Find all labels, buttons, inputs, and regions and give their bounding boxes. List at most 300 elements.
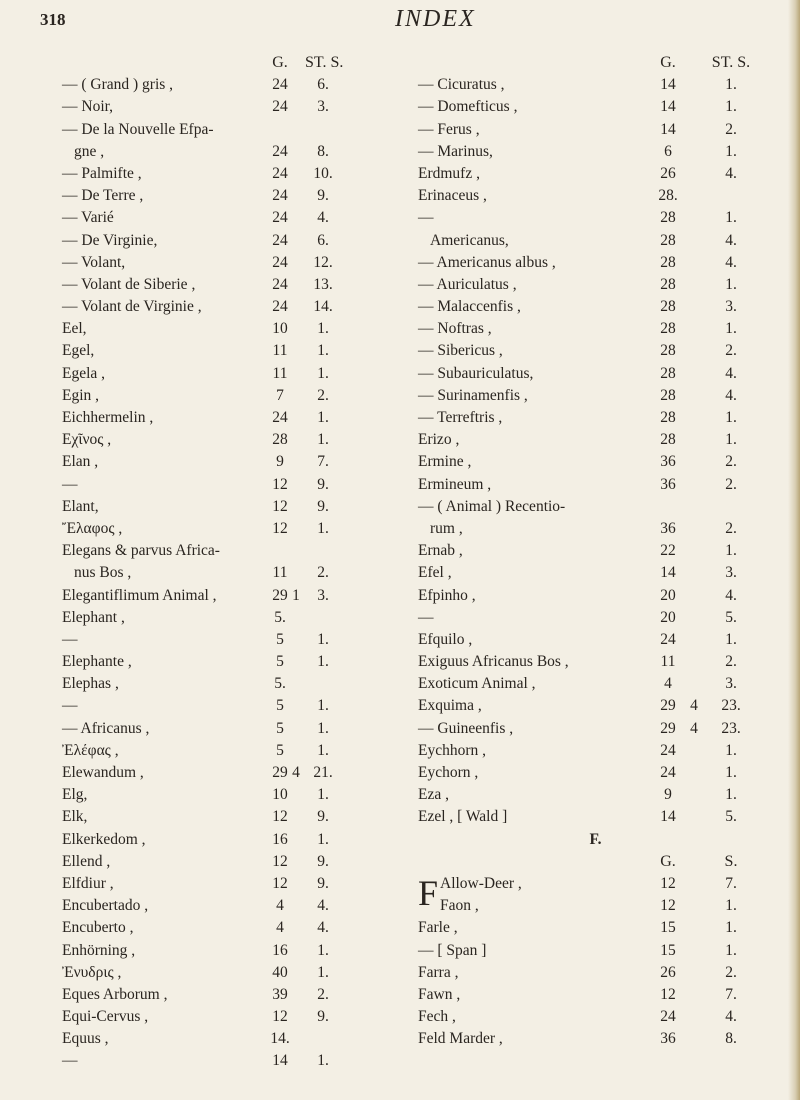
genus-number: 14 xyxy=(660,120,676,138)
index-entry xyxy=(62,474,432,496)
index-entry xyxy=(418,895,773,917)
entry-term: F. xyxy=(589,830,602,848)
index-entry xyxy=(62,318,432,340)
entry-term: Εχῖνος , xyxy=(62,431,112,449)
species-number: 9. xyxy=(317,1008,329,1026)
entry-term: — De Terre , xyxy=(62,187,144,205)
genus-number: 4 xyxy=(664,675,672,693)
entry-term: Erdmufz , xyxy=(418,164,480,182)
genus-number: 24 xyxy=(660,1008,676,1026)
genus-number: 24 xyxy=(660,764,676,781)
species-number: 2. xyxy=(317,386,329,404)
entry-term: — Terreftris , xyxy=(418,409,503,426)
index-entry xyxy=(418,806,773,828)
entry-term: Eychorn , xyxy=(418,764,479,781)
genus-number: 24 xyxy=(272,164,288,182)
entry-term: — Noftras , xyxy=(418,320,492,338)
entry-term: Egin , xyxy=(62,386,100,404)
entry-term: Americanus, xyxy=(430,231,509,249)
genus-number: 24 xyxy=(272,187,288,205)
genus-number: 11 xyxy=(272,364,288,382)
entry-term: — Subauriculatus, xyxy=(418,364,534,382)
genus-number: 24 xyxy=(272,209,288,227)
species-number: 1. xyxy=(317,630,329,648)
index-entry xyxy=(62,141,432,163)
entry-term: Encuberto , xyxy=(62,919,134,937)
species-number: 1. xyxy=(317,364,329,382)
index-entry xyxy=(418,340,773,362)
index-entry xyxy=(418,1006,773,1028)
genus-number: 9 xyxy=(664,786,672,804)
species-number: 4. xyxy=(725,253,737,271)
entry-term: rum , xyxy=(430,519,463,537)
entry-term: — De la Nouvelle Efpa- xyxy=(62,120,214,138)
species-number: 21. xyxy=(313,764,333,781)
entry-term: — Volant, xyxy=(62,253,126,271)
index-entry xyxy=(62,917,432,939)
species-number: 1. xyxy=(317,431,329,449)
species-number: 1. xyxy=(317,342,329,360)
entry-term: Exiguus Africanus Bos , xyxy=(418,653,569,671)
genus-number: 5. xyxy=(274,675,286,693)
index-entry xyxy=(418,651,773,673)
species-number: 5. xyxy=(725,608,737,626)
species-number: 23. xyxy=(721,697,741,715)
index-entry xyxy=(418,562,773,584)
species-number: 2. xyxy=(725,120,737,138)
genus-number: 24 xyxy=(272,253,288,271)
species-number: 9. xyxy=(317,187,329,205)
index-entry xyxy=(62,451,432,473)
entry-term: Equi-Cervus , xyxy=(62,1008,149,1026)
genus-number: 7 xyxy=(276,386,284,404)
entry-term: — [ Span ] xyxy=(418,941,487,959)
index-entry xyxy=(62,252,432,274)
species-number: 1. xyxy=(725,741,737,759)
species-number: 1. xyxy=(317,830,329,848)
entry-term: Eques Arborum , xyxy=(62,985,168,1003)
index-entry xyxy=(418,163,773,185)
index-entry xyxy=(62,96,432,118)
species-number: 10. xyxy=(313,164,333,182)
genus-number: 22 xyxy=(660,542,676,560)
genus-number: 28. xyxy=(658,187,678,205)
genus-number: 4 xyxy=(276,897,284,915)
entry-term: — Volant de Siberie , xyxy=(62,275,196,293)
genus-number: 14 xyxy=(660,76,676,94)
entry-term: Equus , xyxy=(62,1030,109,1048)
index-entry xyxy=(62,851,432,873)
index-entry xyxy=(418,119,773,141)
species-number: 4. xyxy=(725,164,737,182)
genus-number: 24 xyxy=(272,298,288,316)
entry-term: Feld Marder , xyxy=(418,1030,503,1048)
index-entry xyxy=(418,984,773,1006)
genus-number: 5 xyxy=(276,630,284,648)
species-number: 1. xyxy=(317,653,329,671)
genus-number: 14 xyxy=(272,1052,288,1070)
entry-term: — xyxy=(62,475,78,493)
genus-number: 36 xyxy=(660,453,676,471)
index-entry xyxy=(418,695,773,717)
entry-term: Elfdiur , xyxy=(62,874,114,892)
genus-number: 20 xyxy=(660,586,676,604)
index-entry xyxy=(62,784,432,806)
entry-term: Farra , xyxy=(418,963,459,981)
species-number: 4. xyxy=(317,209,329,227)
genus-number: 28 xyxy=(660,253,676,271)
entry-term: Encubertado , xyxy=(62,897,149,915)
index-entry xyxy=(62,762,432,784)
section-letter xyxy=(418,829,773,851)
entry-term: — Volant de Virginie , xyxy=(62,298,202,316)
species-number: 1. xyxy=(317,941,329,959)
genus-number: G. xyxy=(272,54,288,71)
species-number: 1. xyxy=(317,786,329,804)
species-number: 7. xyxy=(317,453,329,471)
species-number: ST. S. xyxy=(711,54,751,71)
page-edge xyxy=(788,0,800,1100)
index-entry xyxy=(418,96,773,118)
entry-term: Ezel , [ Wald ] xyxy=(418,808,508,826)
species-number: 4. xyxy=(317,897,329,915)
index-entry xyxy=(62,895,432,917)
index-entry xyxy=(62,385,432,407)
species-number: 3. xyxy=(725,675,737,693)
entry-term: Eel, xyxy=(62,320,87,338)
entry-term: Exquima , xyxy=(418,697,482,715)
species-number: 1. xyxy=(317,697,329,715)
entry-term: Faon , xyxy=(440,897,479,915)
species-number: 1. xyxy=(725,142,737,160)
entry-term: — Sibericus , xyxy=(418,342,503,360)
column-header xyxy=(418,851,773,873)
index-entry xyxy=(62,274,432,296)
entry-term: — xyxy=(418,608,434,626)
genus-number: 12 xyxy=(272,519,288,537)
species-number: 14. xyxy=(313,298,333,316)
entry-term: Erinaceus , xyxy=(418,187,487,205)
genus-number: 11 xyxy=(272,564,288,582)
index-entry xyxy=(62,407,432,429)
species-number: 6. xyxy=(317,231,329,249)
index-entry xyxy=(418,540,773,562)
genus-number: 12 xyxy=(272,497,288,515)
species-number: 9. xyxy=(317,475,329,493)
species-number: 4. xyxy=(725,386,737,404)
entry-term: Ermineum , xyxy=(418,475,492,493)
entry-term: Efquilo , xyxy=(418,630,473,648)
entry-term: Fech , xyxy=(418,1008,456,1026)
entry-term: Ernab , xyxy=(418,542,463,560)
species-number: 4. xyxy=(725,586,737,604)
entry-term: — Guineenfis , xyxy=(418,719,514,737)
species-number: 3. xyxy=(317,98,329,116)
index-entry xyxy=(418,474,773,496)
entry-term: Ellend , xyxy=(62,852,111,870)
entry-term: — Ferus , xyxy=(418,120,480,138)
species-number: ST. S. xyxy=(305,54,344,71)
entry-term: — xyxy=(62,630,78,648)
genus-number: 28 xyxy=(660,386,676,404)
entry-term: Erizo , xyxy=(418,431,460,449)
entry-term: — Africanus , xyxy=(62,719,150,737)
species-number: 2. xyxy=(725,653,737,671)
index-entry xyxy=(62,740,432,762)
entry-term: gne , xyxy=(74,142,105,160)
index-entry xyxy=(62,496,432,518)
genus-number: 11 xyxy=(660,653,676,671)
genus-number: 12 xyxy=(660,985,676,1003)
species-number: 1. xyxy=(317,719,329,737)
genus-number: 12 xyxy=(272,1008,288,1026)
genus-number: 29 xyxy=(660,697,676,715)
index-entry xyxy=(62,562,432,584)
species-number: 2. xyxy=(725,963,737,981)
index-entry xyxy=(62,695,432,717)
species-number: 1. xyxy=(725,897,737,915)
species-number: 2. xyxy=(725,475,737,493)
entry-term: Ἔλαφος , xyxy=(62,519,123,537)
index-entry xyxy=(418,1028,773,1050)
genus-number: 24 xyxy=(272,76,288,94)
entry-term: — Palmifte , xyxy=(62,164,142,182)
index-entry xyxy=(62,185,432,207)
column-header xyxy=(62,52,432,74)
genus-number: 28 xyxy=(660,364,676,382)
index-entry xyxy=(418,496,773,518)
genus-number: 28 xyxy=(660,209,676,227)
genus-number: 28 xyxy=(660,342,676,360)
genus-number: 24 xyxy=(660,741,676,759)
index-entry xyxy=(418,917,773,939)
index-entry xyxy=(418,407,773,429)
genus-number: 9 xyxy=(276,453,284,471)
genus-number: 24 xyxy=(272,409,288,426)
genus-number: 28 xyxy=(660,431,676,449)
column-header xyxy=(418,52,773,74)
index-entry xyxy=(418,74,773,96)
index-entry xyxy=(62,340,432,362)
species-number: 9. xyxy=(317,852,329,870)
genus-number: 24 xyxy=(660,630,676,648)
index-entry xyxy=(62,829,432,851)
genus-number: 40 xyxy=(272,963,288,981)
index-entry xyxy=(418,318,773,340)
genus-number: 12 xyxy=(660,897,676,915)
genus-number: 12 xyxy=(272,475,288,493)
page-number: 318 xyxy=(40,10,66,29)
entry-term: Enhörning , xyxy=(62,941,136,959)
index-entry xyxy=(418,784,773,806)
entry-term: Elk, xyxy=(62,808,88,826)
genus-number: 26 xyxy=(660,963,676,981)
index-entry xyxy=(62,1006,432,1028)
species-number: 1. xyxy=(725,320,737,338)
genus-number: 29 xyxy=(660,719,676,737)
index-entry xyxy=(418,141,773,163)
genus-number: 28 xyxy=(660,231,676,249)
index-entry xyxy=(418,451,773,473)
species-number: 1. xyxy=(725,919,737,937)
species-number: 6. xyxy=(317,76,329,94)
species-number: 1. xyxy=(317,519,329,537)
entry-term: Egela , xyxy=(62,364,106,382)
species-number: 1. xyxy=(725,409,737,426)
entry-term: Ἐλέφας , xyxy=(62,741,119,759)
index-entry xyxy=(418,274,773,296)
species-number: 3. xyxy=(725,298,737,316)
index-entry xyxy=(62,207,432,229)
species-number: S. xyxy=(724,852,738,870)
genus-number: 28 xyxy=(272,431,288,449)
index-entry xyxy=(62,296,432,318)
species-number: 2. xyxy=(317,985,329,1003)
species-number: 1. xyxy=(317,1052,329,1070)
index-entry xyxy=(418,940,773,962)
genus-number: 24 xyxy=(272,275,288,293)
species-number: 3. xyxy=(725,564,737,582)
species-number: 1. xyxy=(317,409,329,426)
index-entry xyxy=(418,385,773,407)
species-number: 1. xyxy=(725,98,737,116)
sub-number: 1 xyxy=(292,586,300,604)
entry-term: — xyxy=(62,1052,78,1070)
entry-term: — ( Animal ) Recentio- xyxy=(418,497,566,515)
genus-number: 29 xyxy=(272,586,288,604)
index-entry xyxy=(62,607,432,629)
entry-term: — Noir, xyxy=(62,98,114,116)
species-number: 2. xyxy=(725,453,737,471)
genus-number: 10 xyxy=(272,786,288,804)
genus-number: 5 xyxy=(276,697,284,715)
entry-term: — Auriculatus , xyxy=(418,275,517,293)
entry-term: Elg, xyxy=(62,786,88,804)
species-number: 1. xyxy=(317,963,329,981)
index-entry xyxy=(62,629,432,651)
entry-term: Elegantiflimum Animal , xyxy=(62,586,217,604)
genus-number: 26 xyxy=(660,164,676,182)
entry-term: Elephas , xyxy=(62,675,119,693)
genus-number: 14. xyxy=(270,1030,290,1048)
entry-term: — Domefticus , xyxy=(418,98,518,116)
index-entry xyxy=(62,363,432,385)
entry-term: Ἐνυδρις , xyxy=(62,963,122,981)
entry-term: — Cicuratus , xyxy=(418,76,505,94)
index-entry xyxy=(418,962,773,984)
entry-term: — Marinus, xyxy=(418,142,493,160)
entry-term: Ermine , xyxy=(418,453,472,471)
genus-number: 12 xyxy=(272,874,288,892)
species-number: 4. xyxy=(725,231,737,249)
genus-number: 5 xyxy=(276,719,284,737)
genus-number: 5 xyxy=(276,741,284,759)
species-number: 7. xyxy=(725,985,737,1003)
entry-term: Exoticum Animal , xyxy=(418,675,536,693)
genus-number: 24 xyxy=(272,98,288,116)
genus-number: G. xyxy=(660,852,676,870)
species-number: 1. xyxy=(725,76,737,94)
index-entry xyxy=(62,940,432,962)
entry-term: Eichhermelin , xyxy=(62,409,154,426)
species-number: 1. xyxy=(725,941,737,959)
sub-number: 4 xyxy=(292,764,300,781)
genus-number: 6 xyxy=(664,142,672,160)
species-number: 2. xyxy=(725,519,737,537)
entry-term: Allow-Deer , xyxy=(440,874,522,892)
genus-number: 5 xyxy=(276,653,284,671)
genus-number: 16 xyxy=(272,830,288,848)
index-entry xyxy=(62,518,432,540)
genus-number: 36 xyxy=(660,475,676,493)
species-number: 1. xyxy=(725,275,737,293)
species-number: 1. xyxy=(725,630,737,648)
entry-term: — De Virginie, xyxy=(62,231,158,249)
entry-term: Elan , xyxy=(62,453,99,471)
entry-term: Farle , xyxy=(418,919,458,937)
species-number: 9. xyxy=(317,808,329,826)
index-entry xyxy=(418,185,773,207)
species-number: 9. xyxy=(317,874,329,892)
genus-number: 5. xyxy=(274,608,286,626)
entry-term: Elephant , xyxy=(62,608,125,626)
species-number: 1. xyxy=(725,786,737,804)
genus-number: 14 xyxy=(660,808,676,826)
index-entry xyxy=(418,296,773,318)
genus-number: 28 xyxy=(660,320,676,338)
genus-number: 39 xyxy=(272,985,288,1003)
index-entry xyxy=(418,740,773,762)
index-entry xyxy=(62,673,432,695)
species-number: 1. xyxy=(317,320,329,338)
entry-term: Eza , xyxy=(418,786,449,804)
species-number: 3. xyxy=(317,586,329,604)
running-title: INDEX xyxy=(395,6,476,32)
species-number: 8. xyxy=(317,142,329,160)
genus-number: 24 xyxy=(272,142,288,160)
entry-term: Elephante , xyxy=(62,653,132,671)
genus-number: 14 xyxy=(660,98,676,116)
genus-number: 29 xyxy=(272,764,288,781)
species-number: 2. xyxy=(725,342,737,360)
index-entry xyxy=(418,673,773,695)
index-entry xyxy=(62,1028,432,1050)
genus-number: 10 xyxy=(272,320,288,338)
entry-term: — xyxy=(418,209,434,227)
species-number: 23. xyxy=(721,719,741,737)
species-number: 1. xyxy=(725,209,737,227)
entry-term: — Surinamenfis , xyxy=(418,386,528,404)
index-entry xyxy=(62,718,432,740)
entry-term: Egel, xyxy=(62,342,95,360)
index-entry xyxy=(62,429,432,451)
genus-number: 12 xyxy=(272,852,288,870)
entry-term: nus Bos , xyxy=(74,564,132,582)
entry-term: Elewandum , xyxy=(62,764,144,781)
index-entry xyxy=(418,629,773,651)
index-entry xyxy=(62,74,432,96)
genus-number: 28 xyxy=(660,298,676,316)
genus-number: 24 xyxy=(272,231,288,249)
index-entry xyxy=(418,230,773,252)
index-entry xyxy=(62,230,432,252)
index-entry xyxy=(418,429,773,451)
index-entry xyxy=(418,252,773,274)
genus-number: 11 xyxy=(272,342,288,360)
entry-term: — Americanus albus , xyxy=(418,253,556,271)
entry-term: Eychhorn , xyxy=(418,741,487,759)
genus-number: 12 xyxy=(660,874,676,892)
